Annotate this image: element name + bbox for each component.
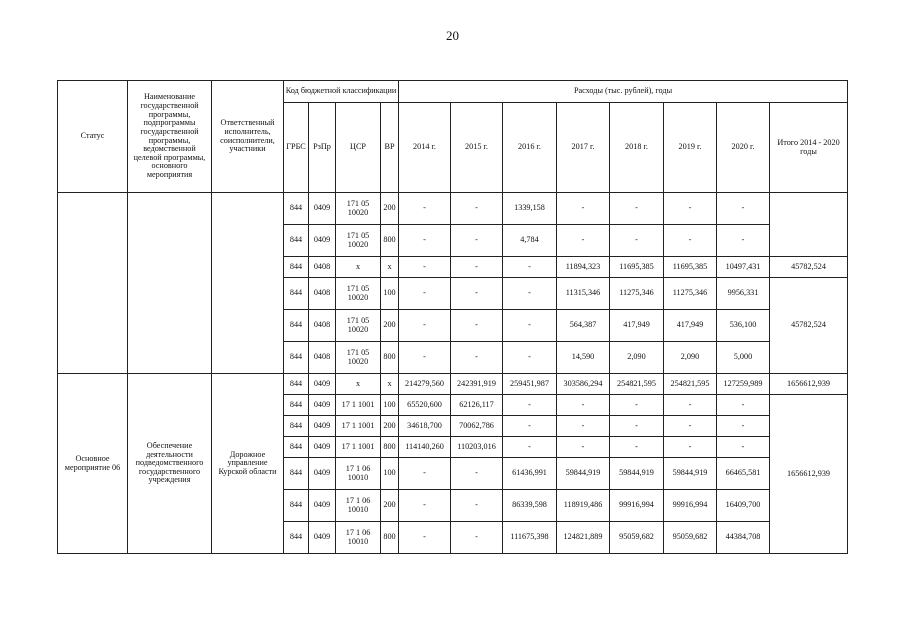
value-cell: 70062,786	[451, 416, 503, 437]
value-cell: -	[664, 225, 717, 257]
value-cell: -	[664, 193, 717, 225]
vr-cell: х	[381, 257, 399, 278]
value-cell: 417,949	[610, 310, 664, 342]
value-cell: 10497,431	[717, 257, 770, 278]
vr-cell: 800	[381, 437, 399, 458]
rzpr-cell: 0409	[309, 522, 336, 554]
value-cell: 564,387	[557, 310, 610, 342]
vr-cell: х	[381, 374, 399, 395]
value-cell: 61436,991	[503, 458, 557, 490]
vr-cell: 100	[381, 278, 399, 310]
name-cell: Обеспечение деятельности подведомственного государственного учреждения	[128, 374, 212, 554]
grbs-cell: 844	[284, 310, 309, 342]
header-year-2018: 2018 г.	[610, 103, 664, 193]
page-number: 20	[446, 28, 459, 43]
header-grbs: ГРБС	[284, 103, 309, 193]
grbs-cell: 844	[284, 458, 309, 490]
value-cell: -	[557, 193, 610, 225]
executor-cell: Дорожное управление Курской области	[212, 374, 284, 554]
vr-cell: 200	[381, 310, 399, 342]
value-cell: 16409,700	[717, 490, 770, 522]
value-cell: -	[399, 458, 451, 490]
rzpr-cell: 0409	[309, 374, 336, 395]
csr-cell: 171 05 10020	[336, 193, 381, 225]
value-cell: 254821,595	[664, 374, 717, 395]
value-cell: -	[399, 490, 451, 522]
csr-cell: 17 1 1001	[336, 395, 381, 416]
value-cell: 4,784	[503, 225, 557, 257]
value-cell: 11894,323	[557, 257, 610, 278]
value-cell: -	[399, 522, 451, 554]
status-cell-empty	[58, 193, 128, 374]
value-cell: -	[503, 342, 557, 374]
value-cell: -	[503, 257, 557, 278]
header-year-2019: 2019 г.	[664, 103, 717, 193]
csr-cell: 171 05 10020	[336, 342, 381, 374]
value-cell: 11315,346	[557, 278, 610, 310]
value-cell: 1339,158	[503, 193, 557, 225]
csr-cell: х	[336, 374, 381, 395]
value-cell: 99916,994	[610, 490, 664, 522]
value-cell: -	[451, 522, 503, 554]
value-cell: 62126,117	[451, 395, 503, 416]
row-total-cell: 45782,524	[770, 257, 848, 278]
vr-cell: 800	[381, 522, 399, 554]
csr-cell: 17 1 06 10010	[336, 490, 381, 522]
vr-cell: 100	[381, 395, 399, 416]
value-cell: -	[451, 225, 503, 257]
value-cell: -	[717, 416, 770, 437]
value-cell: 11275,346	[664, 278, 717, 310]
value-cell: -	[503, 416, 557, 437]
header-vr: ВР	[381, 103, 399, 193]
csr-cell: 171 05 10020	[336, 225, 381, 257]
value-cell: -	[610, 416, 664, 437]
csr-cell: 171 05 10020	[336, 310, 381, 342]
grbs-cell: 844	[284, 278, 309, 310]
rzpr-cell: 0409	[309, 395, 336, 416]
value-cell: 59844,919	[610, 458, 664, 490]
group-total-cell: 45782,524	[770, 278, 848, 374]
header-name: Наименование государственной программы, подпрограммы государственной программы, ведомственной целевой программы, основного мероприятия	[128, 81, 212, 193]
header-total: Итого 2014 - 2020 годы	[770, 103, 848, 193]
group-total-cell: 1656612,939	[770, 395, 848, 554]
grbs-cell: 844	[284, 257, 309, 278]
value-cell: 124821,889	[557, 522, 610, 554]
value-cell: -	[451, 310, 503, 342]
value-cell: -	[451, 490, 503, 522]
csr-cell: 17 1 06 10010	[336, 458, 381, 490]
rzpr-cell: 0409	[309, 437, 336, 458]
value-cell: -	[451, 342, 503, 374]
value-cell: -	[717, 193, 770, 225]
header-year-2015: 2015 г.	[451, 103, 503, 193]
value-cell: 11695,385	[664, 257, 717, 278]
vr-cell: 200	[381, 193, 399, 225]
value-cell: 95059,682	[664, 522, 717, 554]
name-cell-empty	[128, 193, 212, 374]
value-cell: -	[399, 278, 451, 310]
value-cell: 127259,989	[717, 374, 770, 395]
value-cell: -	[610, 225, 664, 257]
csr-cell: 17 1 1001	[336, 416, 381, 437]
csr-cell: 17 1 1001	[336, 437, 381, 458]
value-cell: -	[399, 342, 451, 374]
value-cell: -	[664, 416, 717, 437]
csr-cell: 17 1 06 10010	[336, 522, 381, 554]
grbs-cell: 844	[284, 193, 309, 225]
row-total-cell: 1656612,939	[770, 374, 848, 395]
value-cell: 110203,016	[451, 437, 503, 458]
status-cell: Основное мероприятие 06	[58, 374, 128, 554]
vr-cell: 100	[381, 458, 399, 490]
grbs-cell: 844	[284, 522, 309, 554]
budget-table	[57, 80, 848, 554]
value-cell: -	[451, 458, 503, 490]
value-cell: 14,590	[557, 342, 610, 374]
value-cell: 66465,581	[717, 458, 770, 490]
value-cell: 65520,600	[399, 395, 451, 416]
value-cell: 114140,260	[399, 437, 451, 458]
grbs-cell: 844	[284, 437, 309, 458]
value-cell: 2,090	[664, 342, 717, 374]
value-cell: -	[503, 437, 557, 458]
grbs-cell: 844	[284, 416, 309, 437]
value-cell: -	[451, 278, 503, 310]
rzpr-cell: 0408	[309, 310, 336, 342]
value-cell: 303586,294	[557, 374, 610, 395]
value-cell: -	[557, 416, 610, 437]
value-cell: -	[557, 395, 610, 416]
value-cell: -	[503, 278, 557, 310]
grbs-cell: 844	[284, 342, 309, 374]
total-cell-empty	[770, 193, 848, 257]
grbs-cell: 844	[284, 490, 309, 522]
rzpr-cell: 0409	[309, 416, 336, 437]
value-cell: 11695,385	[610, 257, 664, 278]
value-cell: -	[399, 225, 451, 257]
value-cell: 34618,700	[399, 416, 451, 437]
value-cell: 111675,398	[503, 522, 557, 554]
rzpr-cell: 0408	[309, 278, 336, 310]
value-cell: 11275,346	[610, 278, 664, 310]
vr-cell: 800	[381, 342, 399, 374]
value-cell: 86339,598	[503, 490, 557, 522]
value-cell: -	[557, 437, 610, 458]
rzpr-cell: 0408	[309, 342, 336, 374]
header-year-2014: 2014 г.	[399, 103, 451, 193]
value-cell: -	[451, 193, 503, 225]
table-row	[58, 374, 848, 395]
header-csr: ЦСР	[336, 103, 381, 193]
value-cell: 536,100	[717, 310, 770, 342]
rzpr-cell: 0409	[309, 193, 336, 225]
value-cell: 44384,708	[717, 522, 770, 554]
grbs-cell: 844	[284, 395, 309, 416]
value-cell: -	[610, 437, 664, 458]
vr-cell: 800	[381, 225, 399, 257]
header-executor: Ответственный исполнитель, соисполнители, участники	[212, 81, 284, 193]
value-cell: 214279,560	[399, 374, 451, 395]
rzpr-cell: 0409	[309, 458, 336, 490]
header-year-2020: 2020 г.	[717, 103, 770, 193]
value-cell: -	[664, 437, 717, 458]
value-cell: -	[717, 225, 770, 257]
value-cell: -	[610, 193, 664, 225]
vr-cell: 200	[381, 490, 399, 522]
grbs-cell: 844	[284, 374, 309, 395]
header-status: Статус	[58, 81, 128, 193]
header-year-2016: 2016 г.	[503, 103, 557, 193]
value-cell: -	[399, 193, 451, 225]
value-cell: 417,949	[664, 310, 717, 342]
table-row	[58, 193, 848, 225]
value-cell: -	[664, 395, 717, 416]
header-budget-code: Код бюджетной классификации	[284, 81, 399, 103]
value-cell: 118919,486	[557, 490, 610, 522]
value-cell: 59844,919	[557, 458, 610, 490]
value-cell: 99916,994	[664, 490, 717, 522]
value-cell: 2,090	[610, 342, 664, 374]
value-cell: 9956,331	[717, 278, 770, 310]
value-cell: 242391,919	[451, 374, 503, 395]
value-cell: -	[717, 437, 770, 458]
value-cell: -	[610, 395, 664, 416]
value-cell: 95059,682	[610, 522, 664, 554]
value-cell: 59844,919	[664, 458, 717, 490]
value-cell: -	[503, 395, 557, 416]
rzpr-cell: 0408	[309, 257, 336, 278]
rzpr-cell: 0409	[309, 490, 336, 522]
vr-cell: 200	[381, 416, 399, 437]
value-cell: -	[717, 395, 770, 416]
csr-cell: 171 05 10020	[336, 278, 381, 310]
value-cell: -	[399, 310, 451, 342]
value-cell: -	[557, 225, 610, 257]
value-cell: 254821,595	[610, 374, 664, 395]
csr-cell: х	[336, 257, 381, 278]
header-rzpr: РзПр	[309, 103, 336, 193]
header-expenses: Расходы (тыс. рублей), годы	[399, 81, 848, 103]
value-cell: -	[399, 257, 451, 278]
grbs-cell: 844	[284, 225, 309, 257]
executor-cell-empty	[212, 193, 284, 374]
value-cell: -	[451, 257, 503, 278]
value-cell: 259451,987	[503, 374, 557, 395]
rzpr-cell: 0409	[309, 225, 336, 257]
value-cell: 5,000	[717, 342, 770, 374]
value-cell: -	[503, 310, 557, 342]
header-year-2017: 2017 г.	[557, 103, 610, 193]
